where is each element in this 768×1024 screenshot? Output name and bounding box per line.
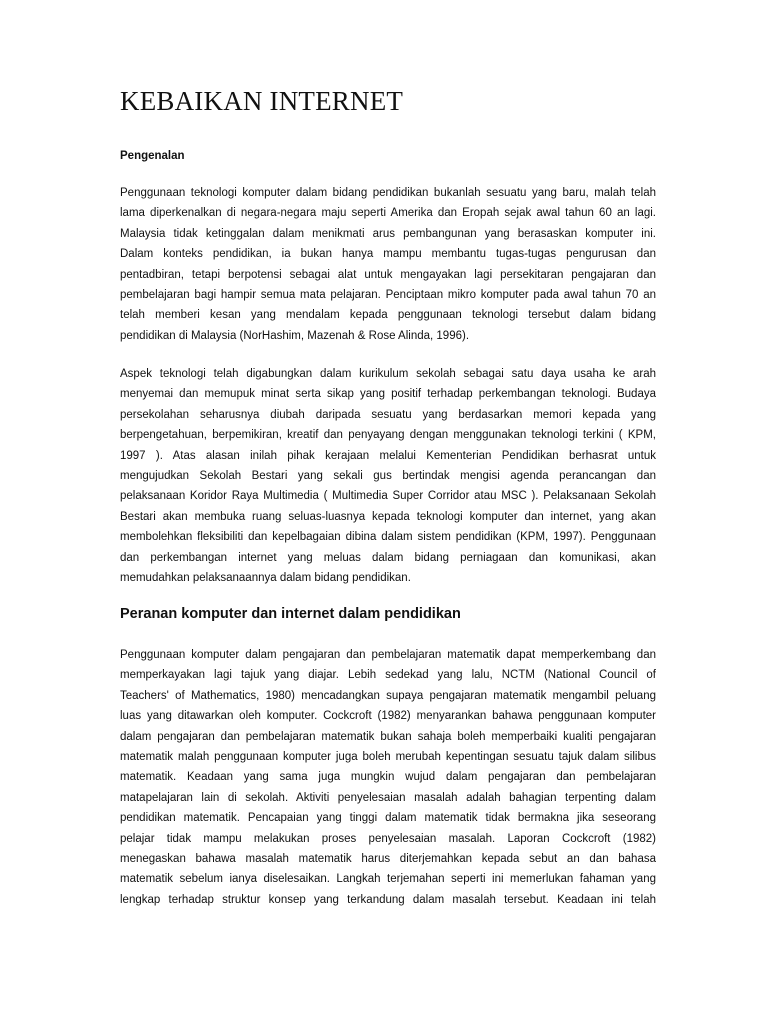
section-heading-peranan: Peranan komputer dan internet dalam pendidikan [120, 606, 461, 622]
paragraph-line: menyemai dan memupuk minat serta sikap yang positif terhadap perkembangan teknologi. Budaya [120, 388, 656, 401]
paragraph-line: menegaskan bahawa masalah matematik harus diterjemahkan kepada sebut an dan bahasa [120, 852, 656, 865]
paragraph-line: matematik. Keadaan yang sama juga mungkin wujud dalam pengajaran dan pembelajaran [120, 771, 656, 784]
paragraph-line: pendidikan di Malaysia (NorHashim, Mazenah & Rose Alinda, 1996). [120, 329, 470, 342]
paragraph-line: pentadbiran, tetapi berpotensi sebagai alat untuk mengayakan lagi persekitaran pengajaran dan [120, 268, 656, 281]
paragraph-line: pendidikan matematik. Pencapaian yang tinggi dalam matematik tidak bermakna jika seseorang [120, 812, 656, 825]
paragraph-line: matematik sebelum ianya diselesaikan. Langkah terjemahan seperti ini memerlukan fahaman yang [120, 873, 656, 886]
paragraph-computer-role [120, 645, 656, 910]
paragraph-technology-aspect [120, 364, 656, 588]
paragraph-line: mengujudkan Sekolah Bestari yang sekali gus bertindak mengisi agenda perancangan dan [120, 469, 656, 482]
paragraph-line: luas yang ditawarkan oleh komputer. Cockcroft (1982) menyarankan bahawa penggunaan komputer [120, 710, 656, 723]
paragraph-line: matematik malah penggunaan komputer juga boleh merubah kepentingan sesuatu tajuk dalam silibus [120, 750, 656, 763]
paragraph-line: lengkap terhadap struktur konsep yang terkandung dalam masalah tersebut. Keadaan ini telah [120, 893, 656, 906]
paragraph-line: lama diperkenalkan di negara-negara maju seperti Amerika dan Eropah sejak awal tahun 60 an lagi. [120, 207, 656, 220]
paragraph-line: Teachers' of Mathematics, 1980) mencadangkan supaya pengajaran matematik mengambil peluang [120, 689, 656, 702]
paragraph-line: Bestari akan membuka ruang seluas-luasnya kepada teknologi komputer dan internet, yang akan [120, 510, 656, 523]
paragraph-line: pembelajaran bagi hampir semua mata pelajaran. Penciptaan mikro komputer pada awal tahun 70 an [120, 288, 656, 301]
paragraph-line: Dalam konteks pendidikan, ia bukan hanya mampu membantu tugas-tugas pengurusan dan [120, 248, 656, 261]
paragraph-line: Penggunaan teknologi komputer dalam bidang pendidikan bukanlah sesuatu yang baru, malah telah [120, 187, 656, 199]
document-title: KEBAIKAN INTERNET [120, 86, 404, 116]
paragraph-line: membolehkan fleksibiliti dan kepelbagaian dibina dalam sistem pendidikan (KPM, 1997). Penggunaan [120, 531, 656, 544]
paragraph-line: telah memberi kesan yang mendalam kepada penggunaan teknologi tersebut dalam bidang [120, 309, 656, 322]
paragraph-line: Aspek teknologi telah digabungkan dalam kurikulum sekolah sebagai satu daya usaha ke arah [120, 368, 656, 380]
paragraph-introduction [120, 183, 656, 346]
paragraph-line: memudahkan pelaksanaannya dalam bidang pendidikan. [120, 571, 411, 584]
paragraph-line: 1997 ). Atas alasan inilah pihak kerajaan melalui Kementerian Pendidikan berhasrat untuk [120, 449, 656, 462]
paragraph-line: persekolahan seharusnya diubah daripada sesuatu yang berdasarkan memori kepada yang [120, 408, 656, 421]
paragraph-line: dan perkembangan internet yang meluas dalam bidang perniagaan dan komunikasi, akan [120, 551, 656, 564]
paragraph-line: Malaysia tidak ketinggalan dalam menikmati arus pembangunan yang berasaskan komputer ini. [120, 227, 656, 240]
paragraph-line: dalam pengajaran dan pembelajaran matematik bukan sahaja boleh memperbaiki kualiti pengajaran [120, 730, 656, 743]
paragraph-line: pelajar tidak mampu melakukan proses penyelesaian masalah. Laporan Cockcroft (1982) [120, 832, 656, 845]
paragraph-line: memperkayakan lagi tajuk yang diajar. Lebih sedekad yang lalu, NCTM (National Council of [120, 669, 656, 682]
section-subheading-pengenalan: Pengenalan [120, 150, 185, 162]
paragraph-line: matapelajaran lain di sekolah. Aktiviti penyelesaian masalah adalah bahagian terpenting dalam [120, 791, 656, 804]
paragraph-line: pelaksanaan Koridor Raya Multimedia ( Multimedia Super Corridor atau MSC ). Pelaksanaan Sekolah [120, 490, 656, 503]
paragraph-line: berpengetahuan, berpemikiran, kreatif dan penyayang dengan menggunakan teknologi terkini ( KPM, [120, 429, 656, 442]
paragraph-line: Penggunaan komputer dalam pengajaran dan pembelajaran matematik dapat memperkembang dan [120, 649, 656, 661]
